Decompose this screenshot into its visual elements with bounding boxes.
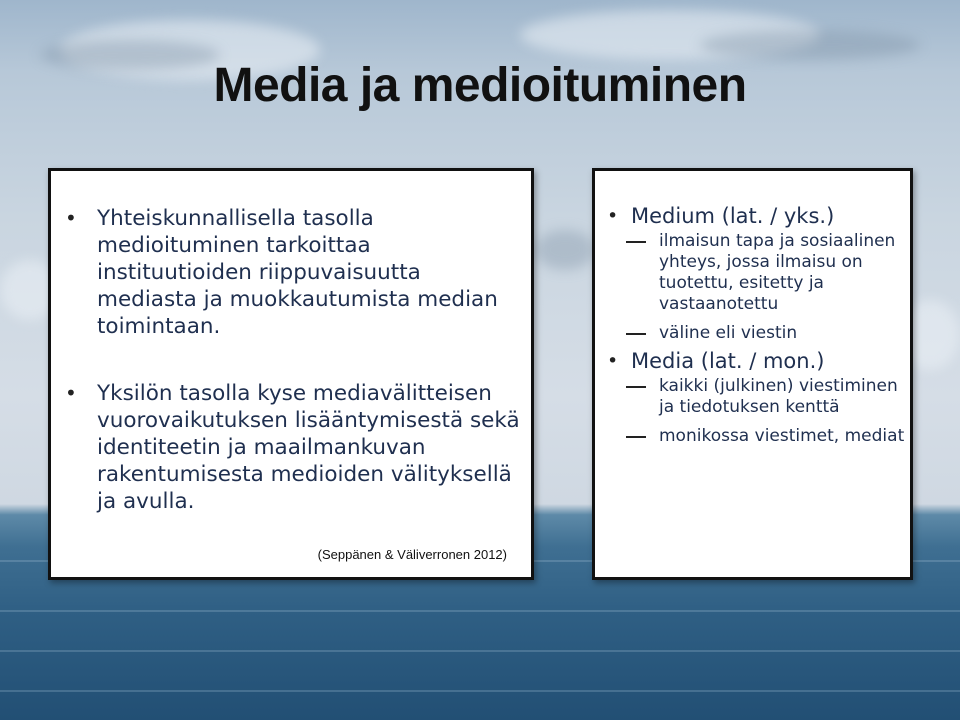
left-bullet-list (65, 205, 521, 515)
cloud (535, 230, 595, 270)
right-bullet-list (607, 203, 907, 451)
citation: (Seppänen & Väliverronen 2012) (317, 547, 507, 562)
slide-title: Media ja medioituminen (213, 59, 747, 112)
cloud (700, 30, 920, 60)
bullet-item: • Yhteiskunnallisella tasolla medioituminen tarkoittaa instituutioiden riippuvaisuutta mediasta ja muokkautumista median toimintaan. (65, 205, 521, 340)
definition-list (631, 376, 907, 447)
sea-wave (0, 610, 960, 612)
definition-item: väline eli viestin (607, 323, 907, 344)
right-text-box (592, 168, 913, 580)
term-item (607, 348, 907, 447)
bullet-item: • Yksilön tasolla kyse mediavälitteisen vuorovaikutuksen lisääntymisestä sekä identiteetin ja maailmankuvan rakentumisesta medioiden välityksellä ja avulla. (65, 380, 521, 515)
definition-item: kaikki (julkinen) viestiminen ja tiedotuksen kenttä (607, 376, 907, 418)
sea-wave (0, 690, 960, 692)
term-label: Media (lat. / mon.) (631, 349, 825, 373)
term-label: Medium (lat. / yks.) (631, 204, 835, 228)
definition-item: ilmaisun tapa ja sosiaalinen yhteys, jossa ilmaisu on tuotettu, esitetty ja vastaanotettu (607, 231, 907, 315)
left-text-box (48, 168, 534, 580)
definition-item: monikossa viestimet, mediat (607, 426, 907, 447)
definition-list (631, 231, 907, 344)
sea-wave (0, 650, 960, 652)
term-item (607, 203, 907, 344)
